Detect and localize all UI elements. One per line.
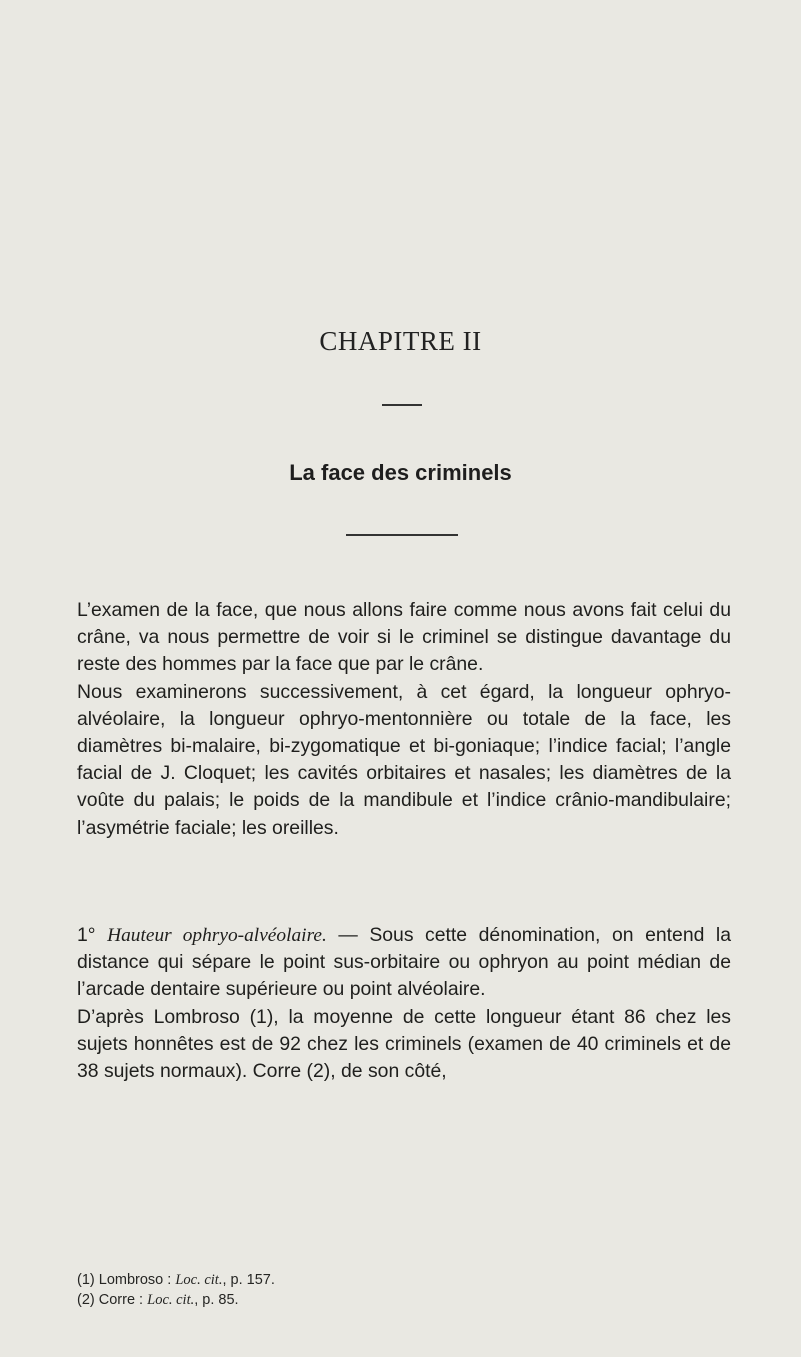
section-number: 1° xyxy=(77,924,96,946)
chapter-heading: CHAPITRE II xyxy=(319,326,482,356)
intro-text xyxy=(77,597,731,842)
short-divider xyxy=(382,404,422,406)
section-1-paragraph xyxy=(77,922,731,1004)
paragraph-2: Nous examinerons successivement, à cet égard, la longueur ophryo-alvéolaire, la longueur ophryo-mentonnière ou totale de la face, les diamètres bi-malaire, bi-zygomatique et bi-goniaque; l’indice facial; l’angle facial de J. Cloquet; les cavités orbitaires et nasales; les diamètres de la voûte du palais; le poids de la mandibule et l’indice crânio-mandibulaire; l’asymétrie faciale; les oreilles. xyxy=(77,680,731,839)
footnotes xyxy=(77,1270,677,1310)
section-1 xyxy=(77,922,731,1085)
long-divider xyxy=(346,534,458,536)
footnote-1: (1) Lombroso : Loc. cit., p. 157. xyxy=(77,1272,275,1288)
section-text: — Sous cette dénomination, on entend la distance qui sépare le point sus-orbitaire ou ophryon au point médian de l’arcade dentaire supérieure ou point alvéolaire. xyxy=(77,924,732,1001)
paragraph-1: L’examen de la face, que nous allons faire comme nous avons fait celui du crâne, va nous permettre de voir si le criminel se distingue davantage du reste des hommes par la face que par le crâne. xyxy=(77,599,731,676)
section-1-paragraph-2: D’après Lombroso (1), la moyenne de cette longueur étant 86 chez les sujets honnêtes est de 92 chez les criminels (examen de 40 criminels et de 38 sujets normaux). Corre (2), de son côté, xyxy=(77,1005,731,1083)
chapter-title: La face des criminels xyxy=(289,460,512,485)
section-heading: Hauteur ophryo-alvéolaire. xyxy=(107,925,327,946)
footnote-2: (2) Corre : Loc. cit., p. 85. xyxy=(77,1292,239,1308)
